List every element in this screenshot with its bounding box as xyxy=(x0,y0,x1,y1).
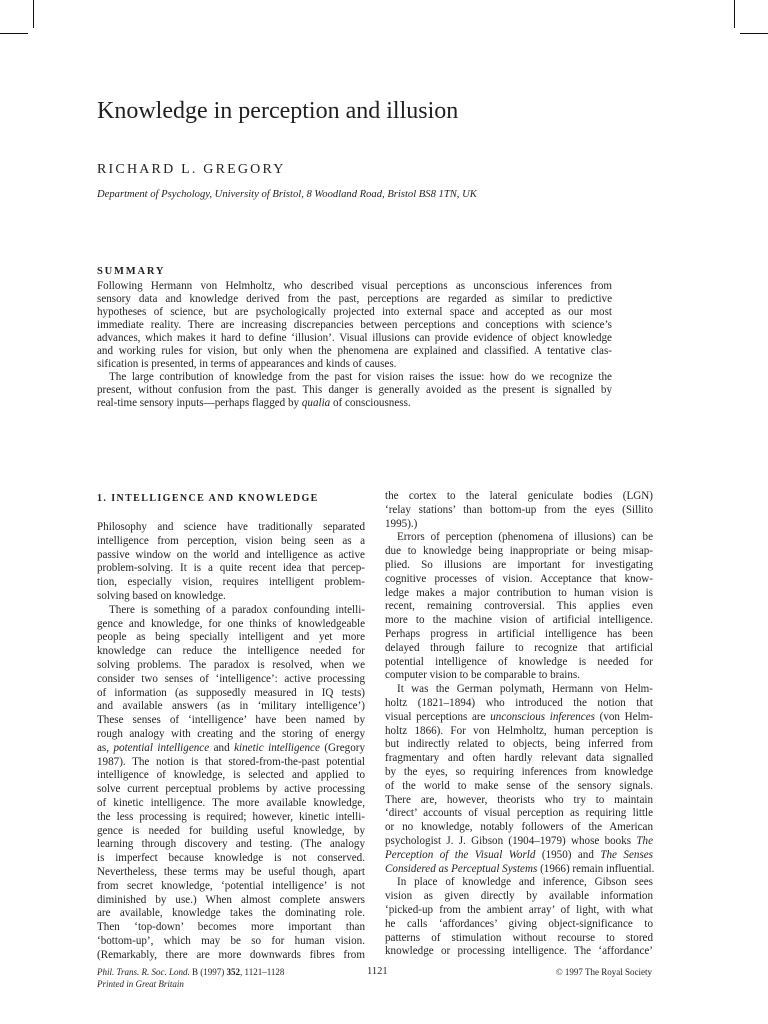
section-heading: 1. INTELLIGENCE AND KNOWLEDGE xyxy=(97,493,319,504)
summary-line: immediate reality. There are increasing discrepancies between perceptions and conceptions with science’s xyxy=(97,319,612,331)
body-line: intelligence from perception, vision being seen as a xyxy=(97,534,365,547)
body-line: solving based on knowledge. xyxy=(97,589,226,602)
body-line: gence and knowledge, for one thinks of knowledgeable xyxy=(97,617,365,630)
summary-line: Following Hermann von Helmholtz, who described visual perceptions as unconscious inferences from xyxy=(97,280,612,292)
body-line: the cortex to the lateral geniculate bodies (LGN) xyxy=(385,490,653,502)
body-line-with-italic xyxy=(385,711,653,725)
body-line: passive window on the world and intelligence as active xyxy=(97,548,365,561)
summary-line: sification is presented, in terms of appearances and kinds of causes. xyxy=(97,358,397,370)
body-line: ‘relay stations’ than bottom-up from the eyes (Sillito xyxy=(385,503,653,516)
body-line: recent, remaining controversial. This applies even xyxy=(385,600,653,613)
body-line: vision as given directly by available information xyxy=(385,890,653,903)
body-line: people as being specially intelligent and yet more xyxy=(97,631,365,644)
journal-year: (1997) xyxy=(198,967,227,977)
summary-line: sensory data and knowledge derived from the past, perceptions are regarded as similar to predictive xyxy=(97,293,612,305)
body-text: (1950) and xyxy=(535,848,601,861)
summary-line: and working rules for vision, but only when the phenomena are explained and classified. A tentative clas- xyxy=(97,345,612,357)
book-title-italic: Considered as Perceptual Systems xyxy=(385,862,538,875)
body-line: is imperfect because knowledge is not conserved. xyxy=(97,852,365,865)
body-line: holtz 1866). For von Helmholtz, human perception is xyxy=(385,724,653,737)
body-line: consider two senses of ‘intelligence’: active processing xyxy=(97,672,365,685)
body-line: of kinetic intelligence. The more available knowledge, xyxy=(97,796,365,809)
paper-title: Knowledge in perception and illusion xyxy=(97,98,459,124)
body-line: ‘picked-up from the ambient array’ of light, with what xyxy=(385,903,653,916)
body-paragraph xyxy=(385,531,653,683)
body-text: and xyxy=(209,741,235,754)
book-title-italic: The xyxy=(636,834,653,847)
body-line: more to the machine vision of artificial intelligence. xyxy=(385,614,653,627)
body-line: of the world to make sense of the sensory signals. xyxy=(385,779,653,792)
body-line: In place of knowledge and inference, Gibson sees xyxy=(397,876,653,889)
body-line: gence is needed for building useful knowledge, by xyxy=(97,824,365,837)
body-line: diminished by use.) When almost complete answers xyxy=(97,893,365,906)
body-line: It was the German polymath, Hermann von Helm- xyxy=(397,683,653,696)
body-column-left xyxy=(97,490,365,963)
unconscious-inferences-term: unconscious inferences xyxy=(490,710,595,723)
body-line: delayed through failure to recognize that artificial xyxy=(385,641,653,654)
body-line: 1987). The notion is that stored-from-the-past potential xyxy=(97,755,365,768)
crop-mark-top-left-horizontal xyxy=(0,33,28,34)
body-paragraph xyxy=(385,490,653,531)
body-line: fragmentary and often hardly relevant data signalled xyxy=(385,752,653,765)
body-line: but indirectly related to objects, being inferred from xyxy=(385,738,653,751)
body-text: (Gregory xyxy=(319,741,365,754)
body-line-with-italic xyxy=(385,863,653,877)
body-line: knowledge can reduce the intelligence needed for xyxy=(97,645,365,658)
author-affiliation: Department of Psychology, University of Bristol, 8 Woodland Road, Bristol BS8 1TN, UK xyxy=(97,189,477,200)
body-line: by the eyes, so requiring inferences from knowledge xyxy=(385,765,653,778)
body-paragraph xyxy=(97,521,365,604)
body-line-with-italic xyxy=(385,849,653,863)
body-line: are available, knowledge takes the dominating role. xyxy=(97,907,365,920)
body-line: computer vision to be comparable to brains. xyxy=(385,669,581,682)
body-line: learning through discovery and testing. (The analogy xyxy=(97,838,365,851)
body-line: potential intelligence of knowledge is needed for xyxy=(385,655,653,668)
body-line: holtz (1821–1894) who introduced the notion that xyxy=(385,696,653,709)
body-line: rough analogy with creating and the storing of energy xyxy=(97,727,365,740)
body-line: plied. So illusions are important for investigating xyxy=(385,558,653,571)
author-name: RICHARD L. GREGORY xyxy=(97,162,286,177)
body-line-with-italic xyxy=(97,742,365,756)
body-line: intelligence of knowledge, is selected and applied to xyxy=(97,769,365,782)
body-line: ‘bottom-up’, which may be so for human vision. xyxy=(97,934,365,947)
body-paragraph xyxy=(97,604,365,963)
body-line: he calls ‘affordances’ giving object-significance to xyxy=(385,917,653,930)
page-number: 1121 xyxy=(367,966,388,977)
potential-intelligence-term: potential intelligence xyxy=(113,741,210,754)
body-line: ‘direct’ accounts of visual perception as requiring little xyxy=(385,807,653,820)
crop-mark-top-right-vertical xyxy=(734,0,735,28)
book-title-italic: The Senses xyxy=(600,848,653,861)
body-line: solve current perceptual problems by active processing xyxy=(97,783,365,796)
body-line: cognitive processes of vision. Acceptance that know- xyxy=(385,572,653,585)
body-line: and available answers (as in ‘military intelligence’) xyxy=(97,700,365,713)
crop-mark-top-right-horizontal xyxy=(740,33,768,34)
body-text: psychologist J. J. Gibson (1904–1979) whose books xyxy=(385,834,637,847)
summary-text: of consciousness. xyxy=(330,397,411,409)
summary-heading: SUMMARY xyxy=(97,266,166,277)
body-line: ledge makes a major contribution to human vision is xyxy=(385,586,653,599)
body-line: There is something of a paradox confounding intelli- xyxy=(109,603,365,616)
body-text: visual perceptions are xyxy=(385,710,491,723)
body-line: There are, however, theorists who try to maintain xyxy=(385,793,653,806)
body-line: or no knowledge, notably followers of the American xyxy=(385,821,653,834)
summary-abstract xyxy=(97,280,612,410)
body-line: of information (as supposedly measured in IQ tests) xyxy=(97,686,365,699)
body-line: (Remarkably, there are more downwards fibres from xyxy=(97,948,365,961)
summary-line-with-italic xyxy=(97,397,612,410)
body-text: as, xyxy=(97,741,114,754)
body-line: knowledge or processing intelligence. The ‘affordance’ xyxy=(385,945,653,958)
book-title-italic: Perception of the Visual World xyxy=(385,848,536,861)
body-text: (von Helm- xyxy=(594,710,653,723)
summary-line: advances, which makes it hard to define ‘illusion’. Visual illusions can provide evidence of object knowledge xyxy=(97,332,612,344)
body-line: due to knowledge being inappropriate or being misap- xyxy=(385,545,653,558)
copyright-notice: © 1997 The Royal Society xyxy=(555,967,652,977)
body-line: Then ‘top-down’ becomes more important than xyxy=(97,921,365,934)
body-line: solving problems. The paradox is resolved, when we xyxy=(97,658,365,671)
body-line: tion, especially vision, requires intelligent problem- xyxy=(97,576,365,589)
body-line: the less processing is required; however, kinetic intelli- xyxy=(97,810,365,823)
summary-line: The large contribution of knowledge from the past for vision raises the issue: how do we recognize the xyxy=(109,371,612,383)
journal-volume: 352 xyxy=(226,967,241,977)
summary-paragraph-1 xyxy=(97,280,612,371)
crop-mark-top-left-vertical xyxy=(33,0,34,28)
summary-text: real-time sensory inputs—perhaps flagged by xyxy=(97,397,302,409)
body-line: patterns of stimulation without recourse to stored xyxy=(385,931,653,944)
body-line: Philosophy and science have traditionally separated xyxy=(97,521,365,533)
body-line-with-italic xyxy=(385,835,653,849)
summary-line: hypotheses of science, but are psychologically projected into external space and accepted as our most xyxy=(97,306,612,318)
journal-citation xyxy=(97,966,284,978)
printed-note: Printed in Great Britain xyxy=(97,979,184,989)
body-line: Perhaps progress in artificial intelligence has been xyxy=(385,627,653,640)
body-line: Nevertheless, these terms may be useful though, apart xyxy=(97,865,365,878)
body-line: Errors of perception (phenomena of illusions) can be xyxy=(397,531,653,544)
body-text: (1966) remain influential. xyxy=(537,862,655,875)
body-line: 1995).) xyxy=(385,517,418,530)
body-line: problem-solving. It is a quite recent idea that percep- xyxy=(97,562,365,575)
body-paragraph xyxy=(385,683,653,959)
qualia-term: qualia xyxy=(301,397,331,409)
footer-citation xyxy=(97,966,284,990)
body-line: These senses of ‘intelligence’ have been named by xyxy=(97,714,365,727)
journal-name: Phil. Trans. R. Soc. Lond. xyxy=(97,967,193,977)
journal-series: B xyxy=(192,967,199,977)
journal-pages: , 1121–1128 xyxy=(240,967,285,977)
body-line: from secret knowledge, ‘potential intelligence’ is not xyxy=(97,879,365,892)
body-column-right xyxy=(385,490,653,959)
summary-paragraph-2 xyxy=(97,371,612,410)
kinetic-intelligence-term: kinetic intelligence xyxy=(234,741,320,754)
summary-line: present, without confusion from the past. This danger is generally avoided as the present is signalled by xyxy=(97,384,612,396)
